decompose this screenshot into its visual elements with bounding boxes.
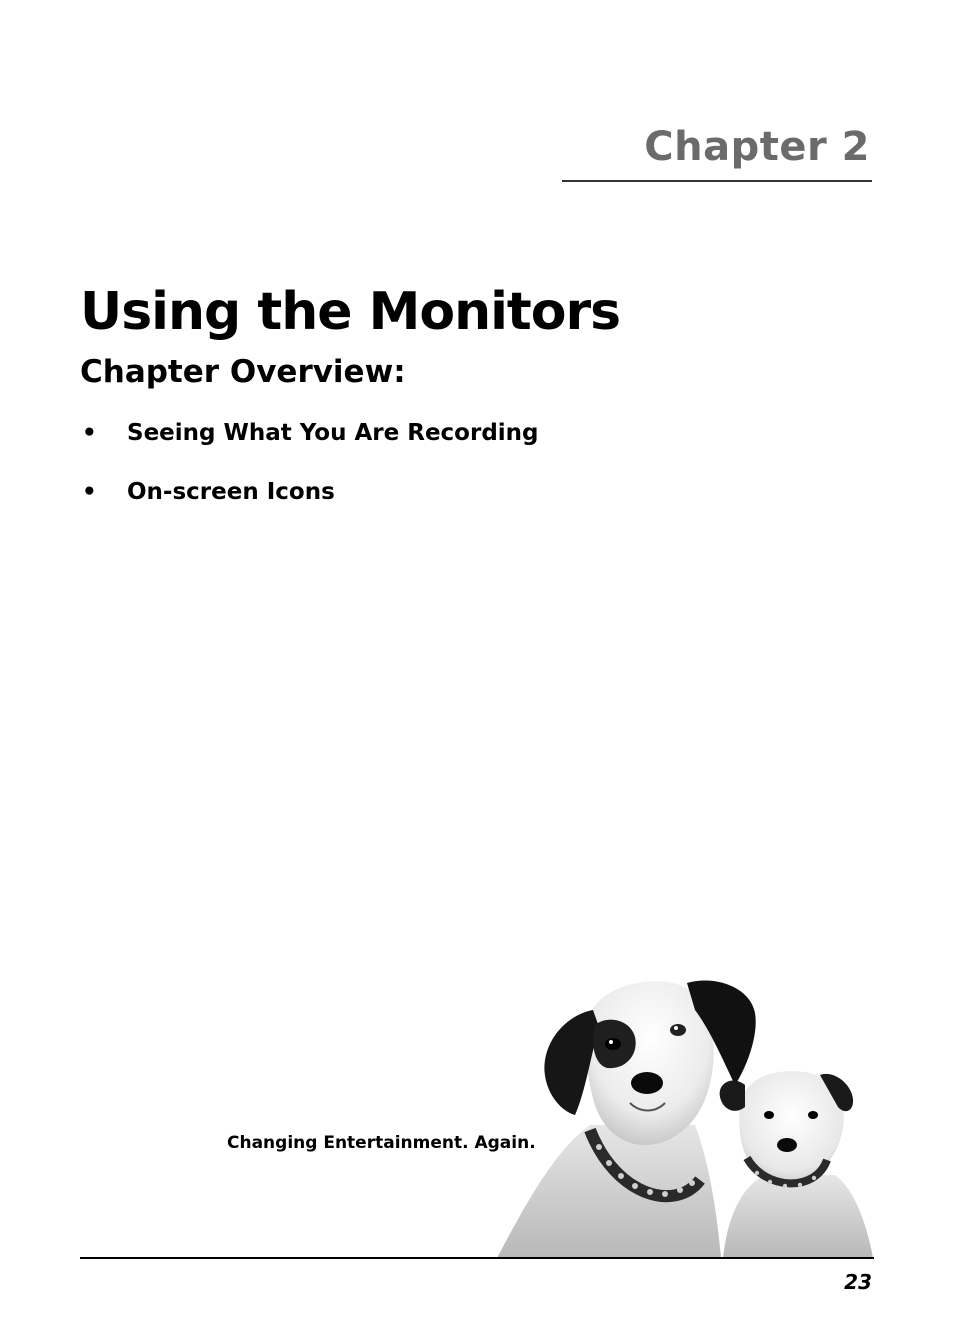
chapter-divider bbox=[562, 180, 872, 182]
slogan: Changing Entertainment. Again. bbox=[227, 1133, 536, 1153]
puppy-body bbox=[723, 1175, 873, 1258]
bullet-icon: • bbox=[82, 479, 97, 505]
overview-heading: Chapter Overview: bbox=[80, 354, 406, 390]
puppy-left-ear bbox=[720, 1081, 745, 1111]
bullet-icon: • bbox=[82, 420, 97, 446]
page-title: Using the Monitors bbox=[80, 282, 621, 342]
list-item-text: Seeing What You Are Recording bbox=[127, 420, 539, 446]
dogs-illustration bbox=[495, 975, 875, 1258]
footer-divider bbox=[80, 1257, 874, 1259]
page-number: 23 bbox=[844, 1270, 872, 1294]
chapter-label: Chapter 2 bbox=[644, 124, 870, 170]
list-item-text: On-screen Icons bbox=[127, 479, 335, 505]
